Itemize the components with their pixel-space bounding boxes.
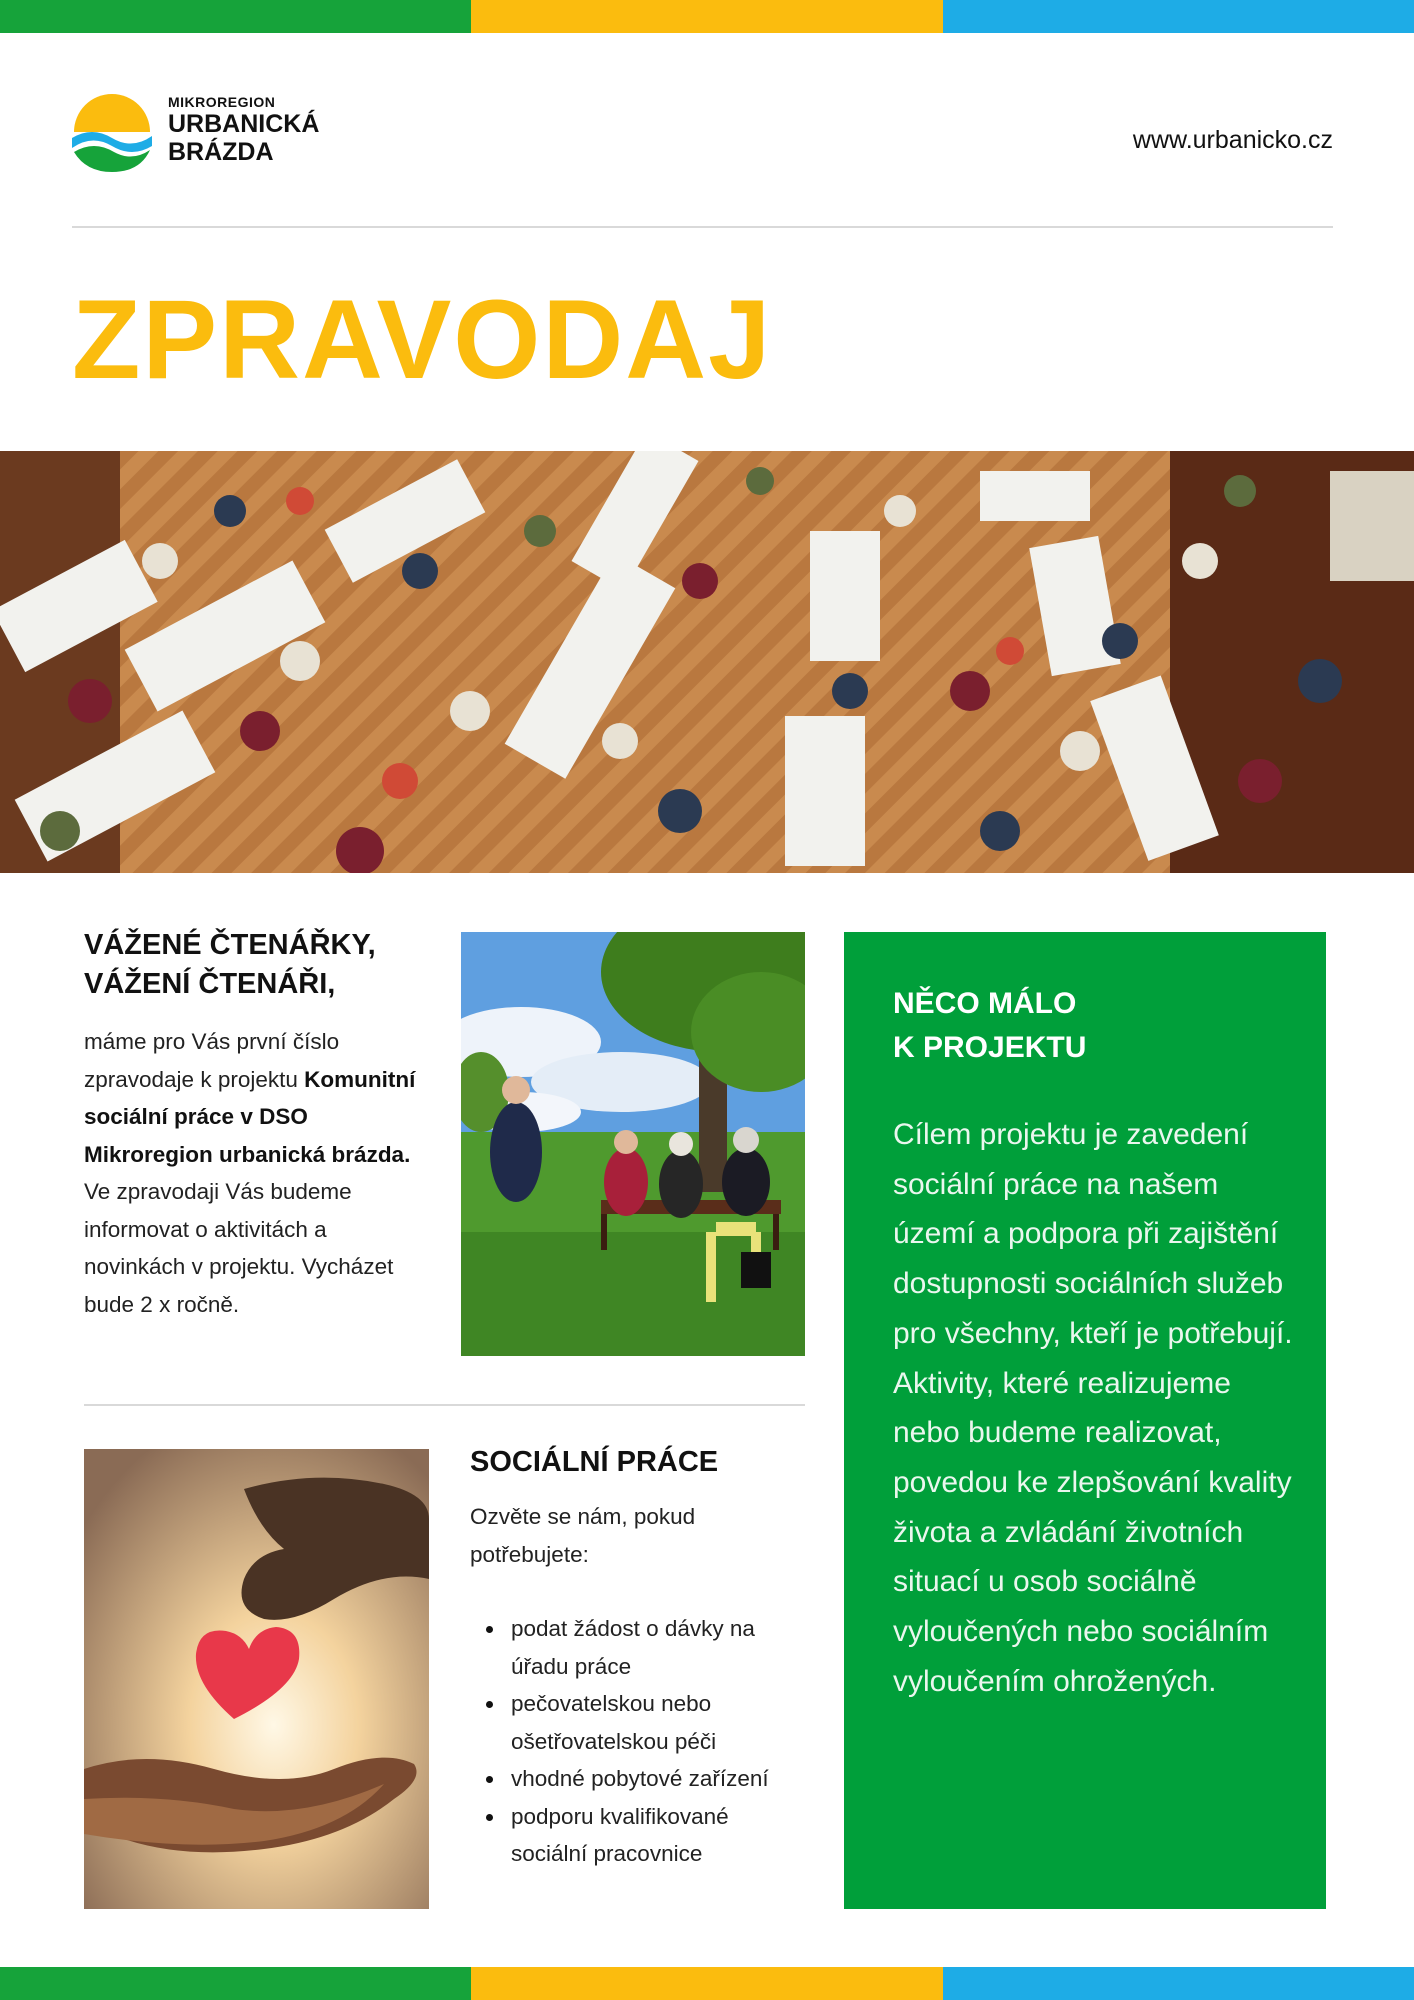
stripe-blue (943, 0, 1414, 33)
stripe-blue (943, 1967, 1414, 2000)
social-work-intro: Ozvěte se nám, pokud potřebujete: (470, 1504, 696, 1567)
project-description: Cílem projektu je zavedení sociální práce na našem území a podpora při zajištění dostupnosti sociálních služeb pro všechny, kteří je potřebují. Aktivity, které realizujeme nebo budeme realizovat, povedou ke zlepšování kvality života a zvládání životních situací u osob sociálně vyloučených nebo sociálním vyloučením ohrožených. (893, 1118, 1293, 1698)
bottom-color-stripe (0, 1967, 1414, 2000)
list-item: vhodné pobytové zařízení (470, 1760, 800, 1798)
website-link[interactable]: www.urbanicko.cz (1132, 126, 1333, 154)
greeting-intro: máme pro Vás první číslo zpravodaje k projektu (84, 1029, 340, 1092)
greeting-heading (84, 926, 444, 1004)
stripe-green (0, 1967, 471, 2000)
section-divider (84, 1404, 805, 1406)
heart-hands-illustration (84, 1449, 429, 1909)
page-title: ZPRAVODAJ (72, 277, 773, 402)
social-work-list (470, 1610, 800, 1873)
top-color-stripe (0, 0, 1414, 33)
greeting-outro: Ve zpravodaji Vás budeme informovat o aktivitách a novinkách v projektu. Vycházet bude 2 x ročně. (84, 1179, 394, 1317)
list-item: podporu kvalifikované sociální pracovnice (470, 1798, 800, 1873)
greeting-heading-line2: VÁŽENÍ ČTENÁŘI, (84, 968, 336, 1000)
project-heading (893, 982, 1086, 1070)
logo-name-line1: URBANICKÁ (168, 110, 320, 138)
photo-heart-in-hands (84, 1449, 429, 1909)
project-heading-line2: K PROJEKTU (893, 1031, 1087, 1064)
list-item: pečovatelskou nebo ošetřovatelskou péči (470, 1685, 800, 1760)
logo-mark-icon (70, 88, 154, 172)
logo-caption: MIKROREGION (168, 94, 276, 110)
stripe-green (0, 0, 471, 33)
social-work-heading: SOCIÁLNÍ PRÁCE (470, 1446, 719, 1478)
hero-illustration (0, 451, 1414, 873)
header-divider (72, 226, 1333, 228)
stripe-yellow (471, 0, 942, 33)
greeting-text (84, 1023, 424, 1323)
stripe-yellow (471, 1967, 942, 2000)
logo (70, 88, 319, 172)
hero-photo-event-hall (0, 451, 1414, 873)
project-heading-line1: NĚCO MÁLO (893, 987, 1077, 1020)
project-info-box (844, 932, 1326, 1909)
photo-seniors-in-park (461, 932, 805, 1356)
list-item: podat žádost o dávky na úřadu práce (470, 1610, 800, 1685)
logo-name-line2: BRÁZDA (168, 138, 274, 166)
greeting-heading-line1: VÁŽENÉ ČTENÁŘKY, (84, 929, 376, 961)
greeting-project-name: Komunitní sociální práce v DSO Mikroregion urbanická brázda. (84, 1066, 416, 1167)
park-illustration (461, 932, 805, 1356)
